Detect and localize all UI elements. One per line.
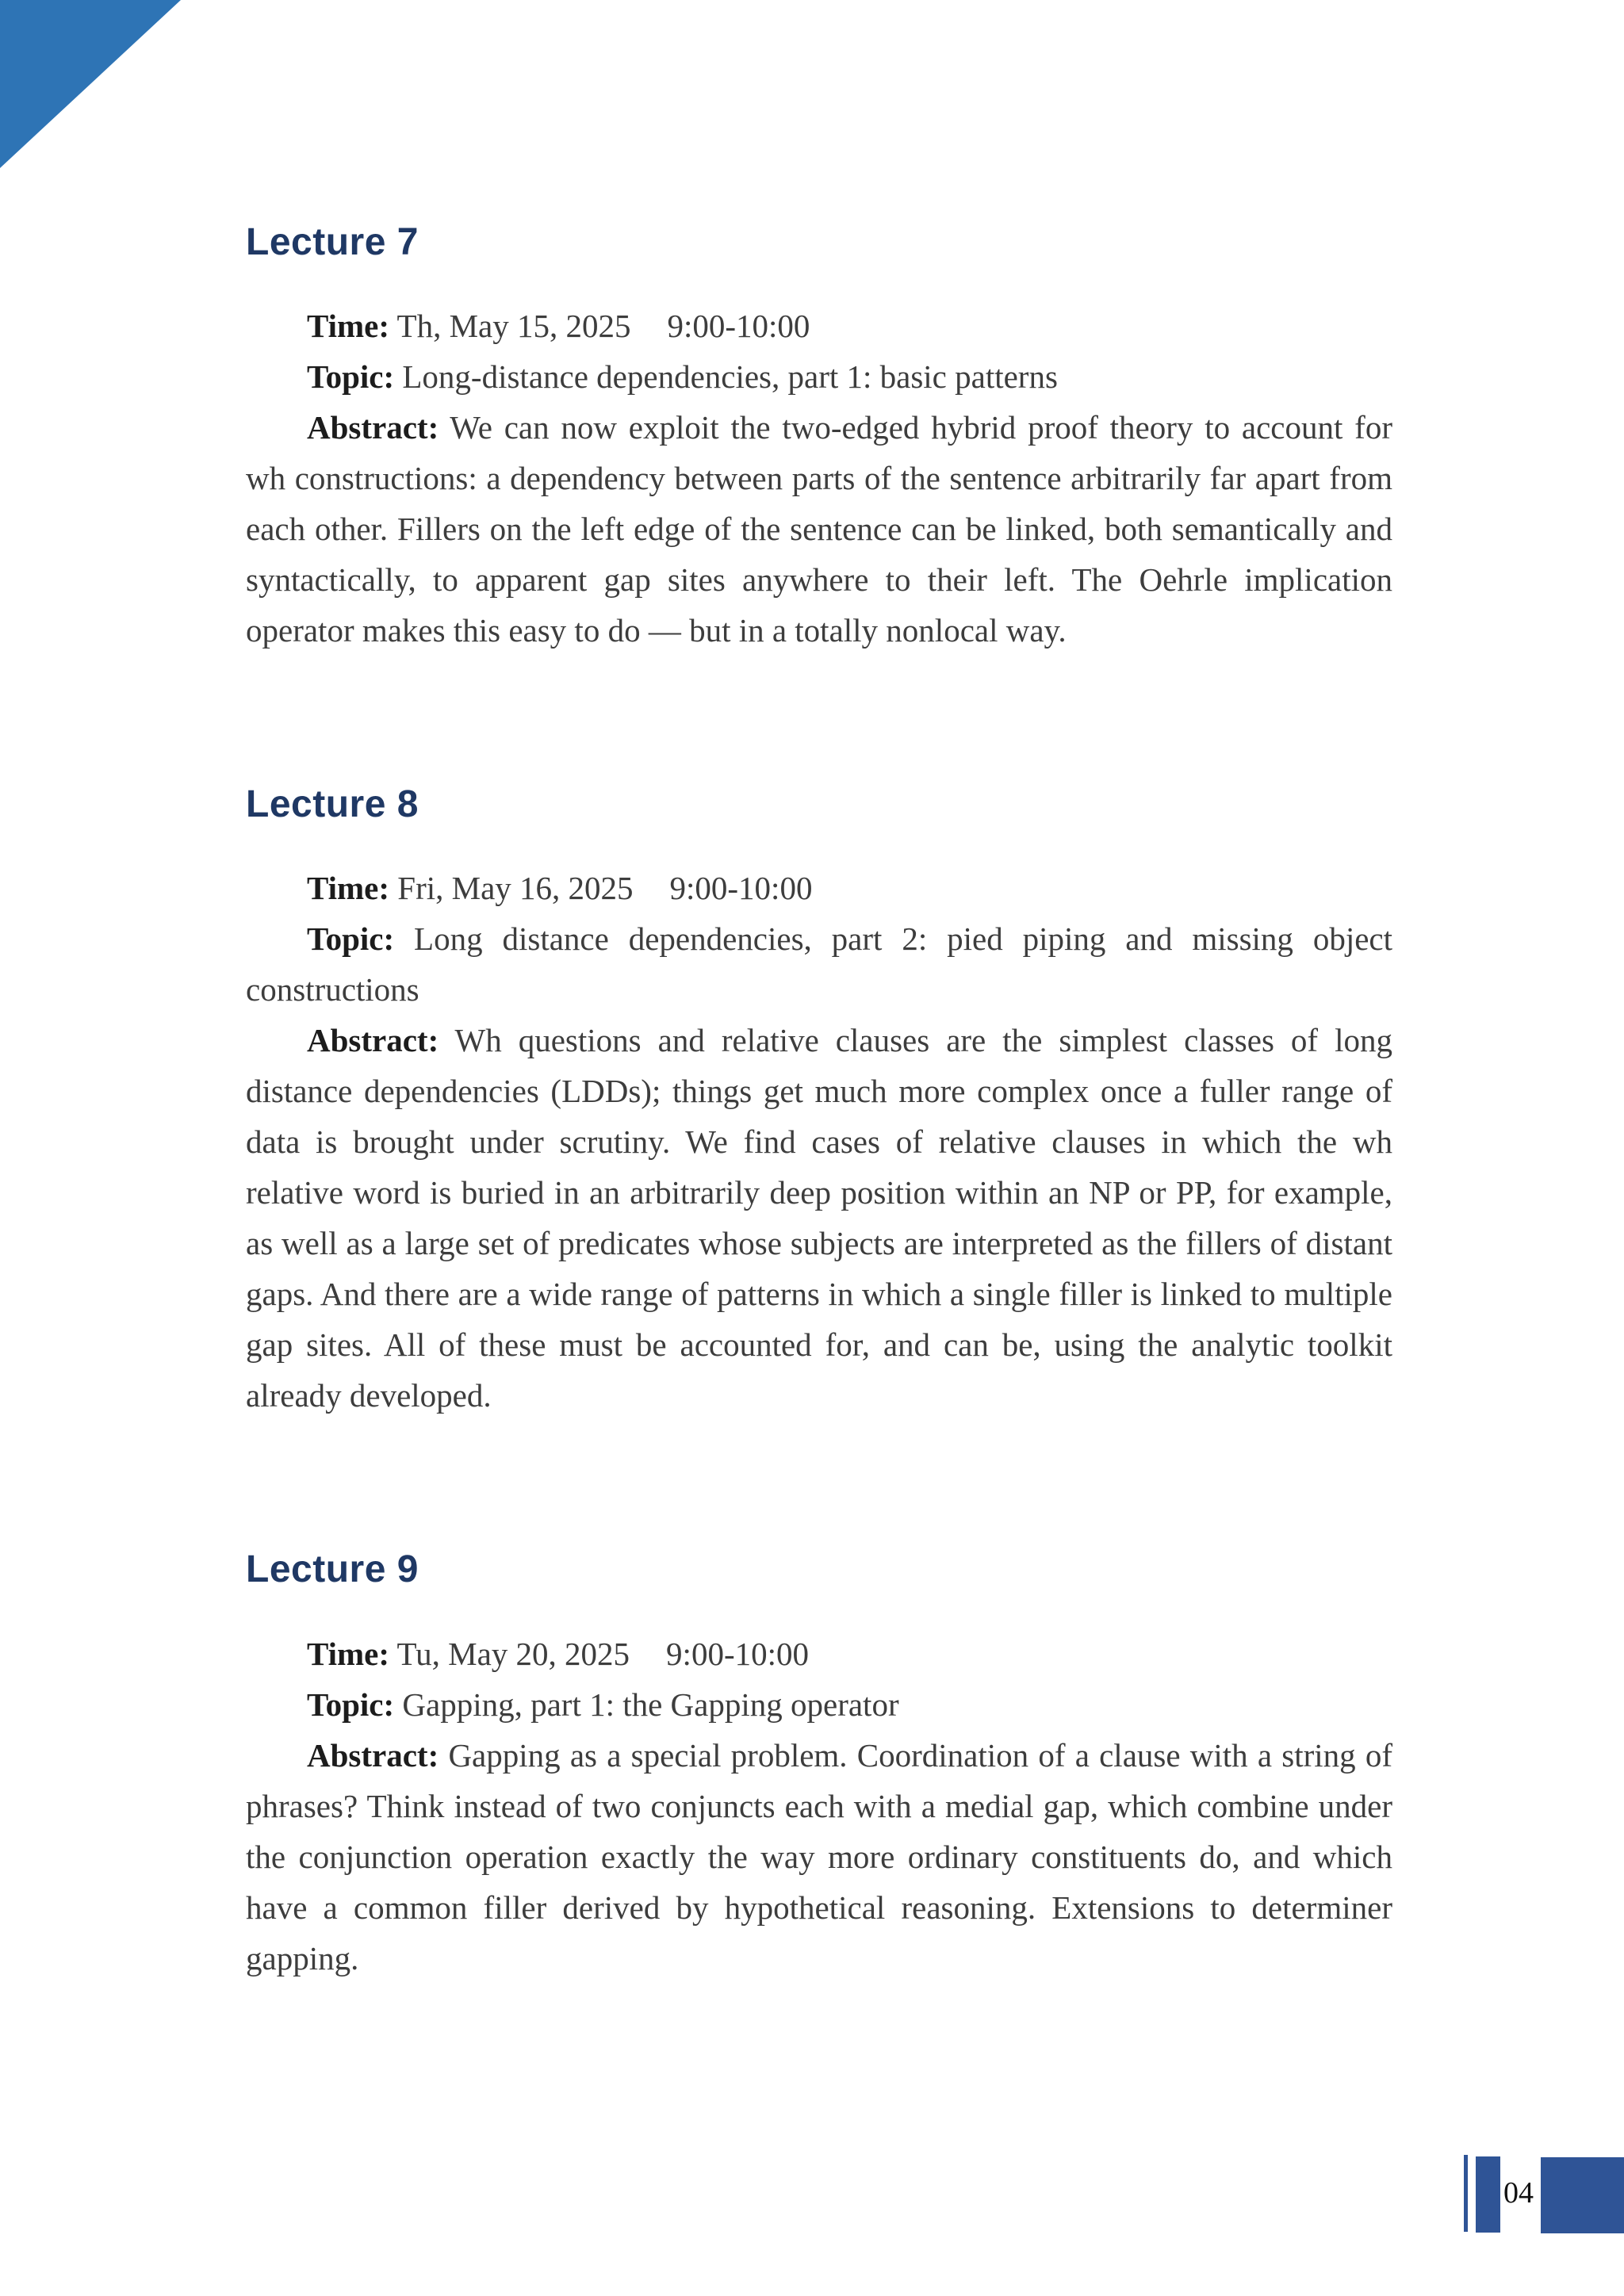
topic-line xyxy=(246,1679,1392,1730)
lecture-section xyxy=(246,1548,1392,1983)
time-range: 9:00-10:00 xyxy=(669,870,813,907)
content-area xyxy=(246,220,1392,1984)
abstract-label: Abstract: xyxy=(307,1022,439,1059)
topic-label: Topic: xyxy=(307,358,395,396)
topic-text: Long distance dependencies, part 2: pied piping and missing object constructions xyxy=(246,920,1393,1008)
abstract-label: Abstract: xyxy=(307,409,439,446)
time-date: Fri, May 16, 2025 xyxy=(397,870,634,907)
time-line xyxy=(246,300,1392,351)
time-line xyxy=(246,863,1392,913)
abstract-label: Abstract: xyxy=(307,1736,439,1774)
topic-line xyxy=(246,351,1392,402)
abstract-text: Gapping as a special problem. Coordination of a clause with a string of phrases? Think instead of two conjuncts each with a medial gap, which combine under the conjunction operation exactly the way more ordinary constituents do, and which have a common filler derived by hypothetical reasoning. Extensions to determiner gapping. xyxy=(246,1736,1393,1976)
time-range: 9:00-10:00 xyxy=(666,1635,809,1672)
time-date: Tu, May 20, 2025 xyxy=(396,1635,630,1672)
abstract-paragraph xyxy=(246,402,1392,656)
topic-line xyxy=(246,913,1392,1015)
topic-label: Topic: xyxy=(307,920,395,958)
lecture-section xyxy=(246,220,1392,656)
lecture-section xyxy=(246,783,1392,1421)
time-range: 9:00-10:00 xyxy=(667,308,810,345)
page-number: 04 xyxy=(1503,2176,1534,2210)
corner-triangle-decoration xyxy=(0,0,181,168)
topic-text: Long-distance dependencies, part 1: basic patterns xyxy=(402,358,1058,396)
abstract-paragraph xyxy=(246,1015,1392,1421)
section-title: Lecture 9 xyxy=(246,1548,419,1591)
footer-accent-block xyxy=(1541,2157,1624,2233)
abstract-text: Wh questions and relative clauses are the simplest classes of long distance dependencies (LDDs); things get much more complex once a fuller range of data is brought under scrutiny. We find cases of relative clauses in which the wh relative word is buried in an arbitrarily deep position within an NP or PP, for example, as well as a large set of predicates whose subjects are interpreted as the fillers of distant gaps. And there are a wide range of patterns in which a single filler is linked to multiple gap sites. All of these must be accounted for, and can be, using the analytic toolkit already developed. xyxy=(246,1022,1392,1414)
footer-accent-wide-bar xyxy=(1476,2156,1500,2233)
time-line xyxy=(246,1628,1392,1679)
abstract-paragraph xyxy=(246,1730,1392,1984)
topic-text: Gapping, part 1: the Gapping operator xyxy=(402,1686,899,1723)
time-date: Th, May 15, 2025 xyxy=(396,308,631,345)
time-label: Time: xyxy=(307,1635,390,1672)
topic-label: Topic: xyxy=(307,1686,395,1723)
time-label: Time: xyxy=(307,308,390,345)
footer-accent-thin-bar xyxy=(1464,2155,1468,2232)
time-label: Time: xyxy=(307,870,390,907)
section-title: Lecture 8 xyxy=(246,783,419,826)
section-title: Lecture 7 xyxy=(246,221,419,263)
abstract-text: We can now exploit the two-edged hybrid proof theory to account for wh constructions: a dependency between parts of the sentence arbitrarily far apart from each other. Fillers on the left edge of the sentence can be linked, both semantically and syntactically, to apparent gap sites anywhere to their left. The Oehrle implication operator makes this easy to do — but in a totally nonlocal way. xyxy=(246,409,1392,649)
